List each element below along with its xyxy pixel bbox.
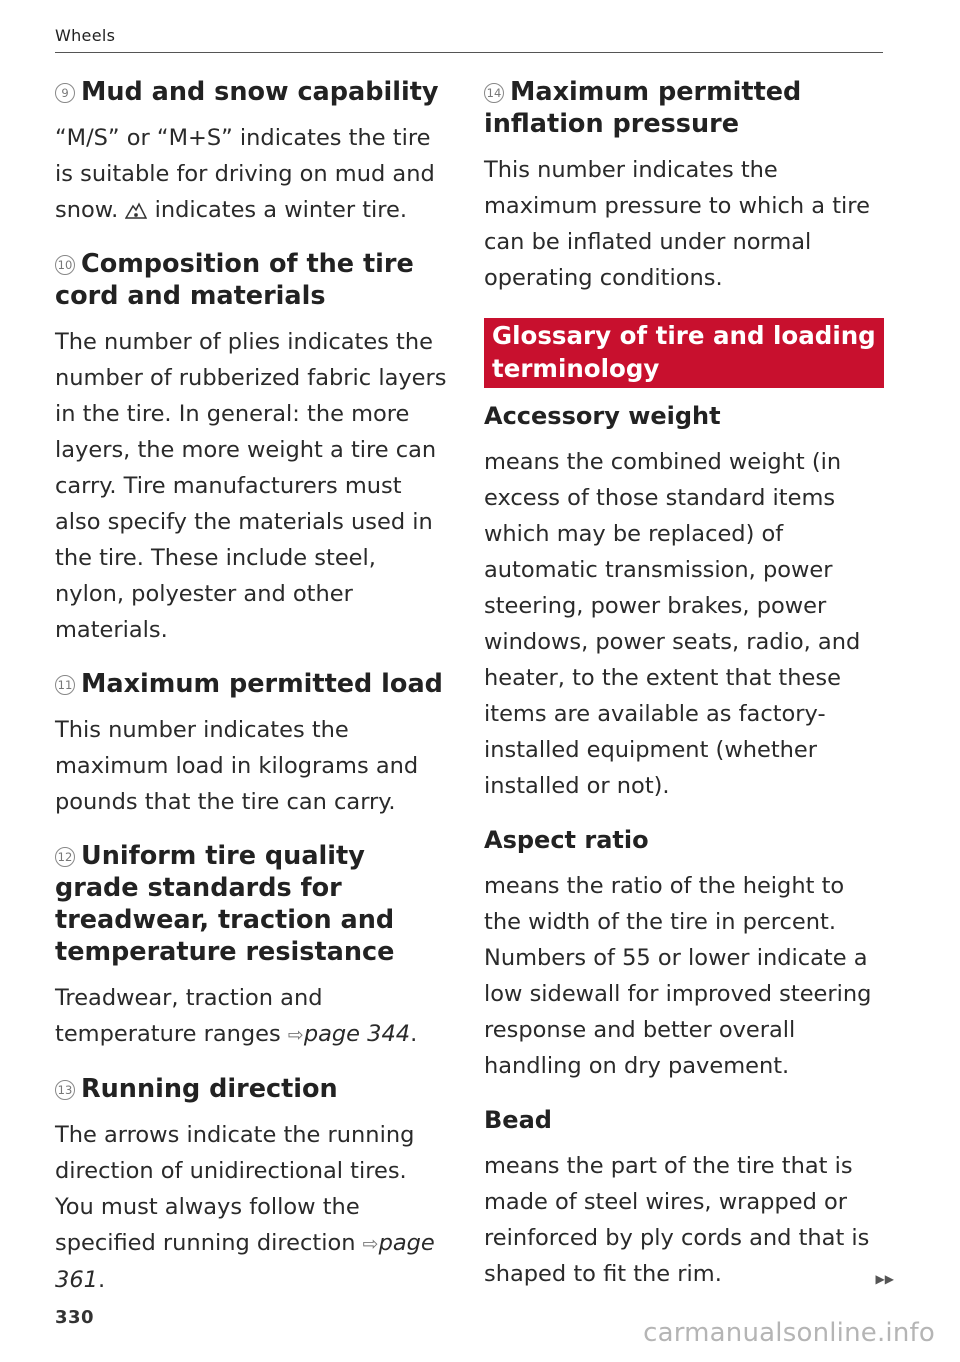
section-10-heading: 10 Composition of the tire cord and materials	[55, 249, 414, 311]
section-14-text: This number indicates the maximum pressure to which a tire can be inflated under normal operating conditions.	[484, 157, 870, 291]
glossary-banner: Glossary of tire and loading terminology	[484, 318, 884, 388]
page-ref-arrow-icon: ⇨	[287, 1024, 304, 1046]
term-definition: means the combined weight (in excess of those standard items which may be replaced) of automatic transmission, power steering, power brakes, power windows, power seats, radio, and heater, to the extent that these items are available as factory-installed equipment (whether installed or not).	[484, 449, 861, 799]
watermark: carmanualsonline.info	[643, 1318, 935, 1348]
page-ref-link[interactable]: page 344	[303, 1021, 411, 1047]
section-13-heading: 13 Running direction	[55, 1073, 450, 1105]
term-heading: Accessory weight	[484, 402, 721, 430]
callout-10: 10	[55, 255, 75, 275]
section-9-text: “M/S” or “M+S” indicates the tire is suitable for driving on mud and snow. indicates a winter tire.	[55, 125, 435, 223]
continue-arrow-icon: ▶▶	[875, 1272, 894, 1286]
page-ref-arrow-icon: ⇨	[362, 1233, 379, 1255]
callout-12: 12	[55, 847, 75, 867]
section-12-text: Treadwear, traction and temperature ranges ⇨page 344.	[55, 985, 418, 1047]
callout-14: 14	[484, 83, 504, 103]
term-definition: means the ratio of the height to the width of the tire in percent. Numbers of 55 or lower indicate a low sidewall for improved steering response and better overall handling on dry pavement.	[484, 873, 872, 1079]
term-heading: Aspect ratio	[484, 826, 649, 854]
term-definition: means the part of the tire that is made of steel wires, wrapped or reinforced by ply cords and that is shaped to fit the rim.	[484, 1153, 870, 1287]
right-column	[484, 70, 884, 1312]
callout-9: 9	[55, 83, 75, 103]
callout-13: 13	[55, 1080, 75, 1100]
section-12-heading: 12 Uniform tire quality grade standards for treadwear, traction and temperature resistance	[55, 841, 395, 967]
section-11-heading: 11 Maximum permitted load	[55, 668, 450, 700]
term-heading: Bead	[484, 1106, 552, 1134]
page-number: 330	[55, 1307, 95, 1328]
header-rule	[55, 52, 883, 53]
mountain-snowflake-icon	[125, 194, 147, 214]
left-column	[55, 70, 450, 1318]
section-9-heading: 9 Mud and snow capability	[55, 76, 450, 108]
section-11-text: This number indicates the maximum load in kilograms and pounds that the tire can carry.	[55, 717, 419, 815]
callout-11: 11	[55, 675, 75, 695]
page-ref-link[interactable]: page 361	[55, 1230, 435, 1293]
page-header: Wheels	[55, 26, 116, 45]
section-13-text: The arrows indicate the running direction of unidirectional tires. You must always follow the specified running direction ⇨page 361.	[55, 1122, 435, 1293]
section-14-heading: 14 Maximum permitted inflation pressure	[484, 77, 802, 139]
section-10-text: The number of plies indicates the number of rubberized fabric layers in the tire. In general: the more layers, the more weight a tire can carry. Tire manufacturers must also specify the materials used in the tire. These include steel, nylon, polyester and other materials.	[55, 329, 447, 643]
